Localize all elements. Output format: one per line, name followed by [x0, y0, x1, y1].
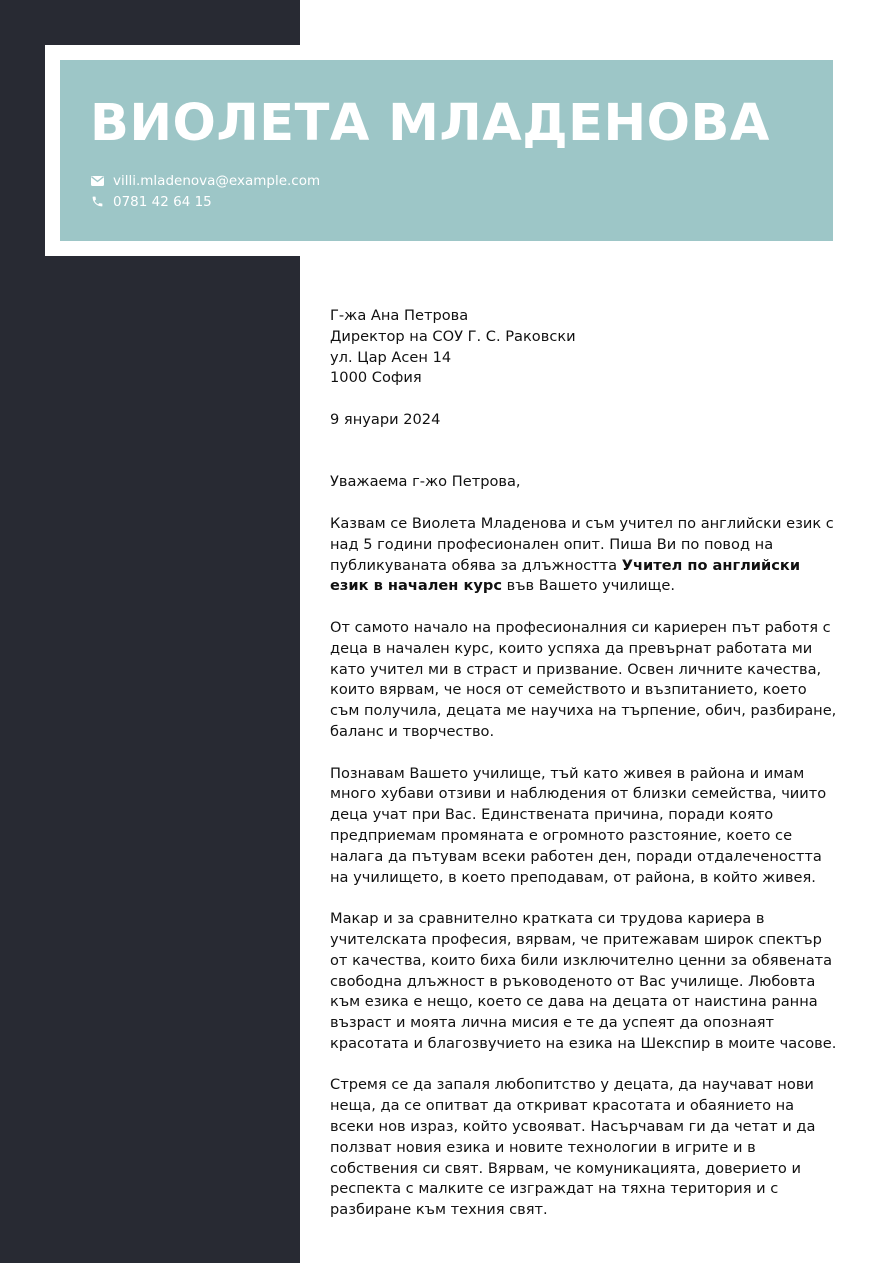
- letter-body: [330, 306, 838, 1221]
- recipient-city: 1000 София: [330, 369, 422, 387]
- salutation: Уважаема г-жо Петрова,: [330, 473, 521, 491]
- paragraph-motivation: Познавам Вашето училище, тъй като живея в района и имам много хубави отзиви и наблюдения от близки семейства, чиито деца учат при Вас. Единствената причина, поради която предприемам промяната е огромното разстояние, което се налага да пътувам всеки работен ден, поради отдалечеността на училището, в което преподавам, от района, в който живея.: [330, 764, 827, 886]
- email-text[interactable]: villi.mladenova@example.com: [113, 172, 321, 189]
- contact-phone: [90, 191, 320, 212]
- recipient-block: [330, 306, 838, 389]
- applicant-name: ВИОЛЕТА МЛАДЕНОВА: [90, 94, 770, 153]
- paragraph-approach: Стремя се да запаля любопитство у децата, да научават нови неща, да се опитват да откриват красотата и обаянието на всеки нов израз, който усвояват. Насърчавам ги да четат и да ползват новия езика и новите технологии в игрите и в собствения си свят. Вярвам, че комуникацията, доверието и респекта с малките се изграждат на тяхна територия и с разбиране към техния свят.: [330, 1076, 816, 1219]
- phone-icon: [90, 195, 104, 209]
- position-title: Учител по английски език в начален курс: [330, 556, 801, 595]
- recipient-name: Г-жа Ана Петрова: [330, 307, 469, 324]
- contact-email: [90, 170, 320, 191]
- letter-date: 9 януари 2024: [330, 410, 441, 428]
- paragraph-experience: От самото начало на професионалния си кариерен път работя с деца в начален курс, които успяха да превърнат работата ми като учител ми в страст и призвание. Освен личните качества, които вярвам, че нося от семейството и възпитанието, което съм получила, децата ме научиха на търпение, обич, разбиране, баланс и творчество.: [330, 618, 837, 740]
- paragraph-intro: [330, 514, 838, 597]
- header-band: [60, 60, 833, 241]
- phone-text[interactable]: 0781 42 64 15: [113, 193, 212, 210]
- contact-info: [90, 170, 320, 212]
- intro-text: Казвам се Виолета Младенова и съм учител по английски език с над 5 години професионален опит. Пиша Ви по повод на публикуваната обява за длъжността: [330, 514, 834, 574]
- recipient-position: Директор на СОУ Г. С. Раковски: [330, 327, 576, 345]
- paragraph-qualities: Макар и за сравнително кратката си трудова кариера в учителската професия, вярвам, че притежавам широк спектър от качества, които биха били изключително ценни за обявената свободна длъжност в ръководеното от Вас училище. Любовта към езика е нещо, което се дава на децата от наистина ранна възраст и моята лична мисия е те да успеят да опознаят красотата и благозвучието на езика на Шекспир в моите часове.: [330, 910, 837, 1052]
- recipient-street: ул. Цар Асен 14: [330, 348, 452, 366]
- intro-tail: във Вашето училище.: [501, 577, 676, 595]
- envelope-icon: [90, 174, 104, 188]
